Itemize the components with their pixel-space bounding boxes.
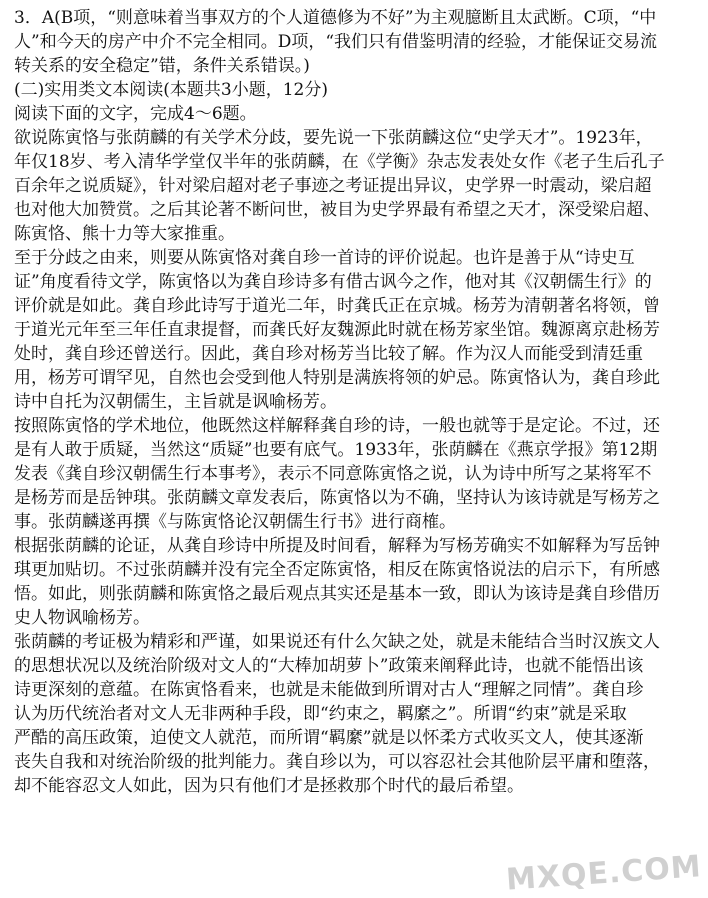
text-line: 发表《龚自珍汉朝儒生行本事考》，表示不同意陈寅恪之说，认为诗中所写之某将军不 xyxy=(14,464,652,484)
text-line: 丧失自我和对统治阶级的批判能力。龚自珍以为，可以容忍社会其他阶层平庸和堕落， xyxy=(14,752,660,772)
text-line: 的思想状况以及统治阶级对文人的“大棒加胡萝卜”政策来阐释此诗，也就不能悟出该 xyxy=(14,656,644,676)
text-line: 是有人敢于质疑，当然这“质疑”也要有底气。1933年，张荫麟在《燕京学报》第12期 xyxy=(14,440,658,460)
text-line: 认为历代统治者对文人无非两种手段，即“约束之，羁縻之”。所谓“约束”就是采取 xyxy=(14,704,627,724)
text-line: 史人物讽喻杨芳。 xyxy=(14,608,150,628)
text-line: 转关系的安全稳定”错，条件关系错误。) xyxy=(14,56,310,76)
text-line: 3．A(B项，“则意味着当事双方的个人道德修为不好”为主观臆断且太武断。C项，“中 xyxy=(14,8,657,28)
text-line: 百余年之说质疑》，针对梁启超对老子事迹之考证提出异议，史学界一时震动，梁启超 xyxy=(14,176,652,196)
text-line: 诗中自托为汉朝儒生，主旨就是讽喻杨芳。 xyxy=(14,392,337,412)
text-line: 按照陈寅恪的学术地位，他既然这样解释龚自珍的诗，一般也就等于是定论。不过，还 xyxy=(14,416,660,436)
text-line: 却不能容忍文人如此，因为只有他们才是拯救那个时代的最后希望。 xyxy=(14,776,524,796)
document-page xyxy=(14,6,704,798)
text-line: 张荫麟的考证极为精彩和严谨，如果说还有什么欠缺之处，就是未能结合当时汉族文人 xyxy=(14,632,660,652)
instruction-line: 阅读下面的文字，完成4～6题。 xyxy=(14,104,257,124)
text-line: 陈寅恪、熊十力等大家推重。 xyxy=(14,224,235,244)
text-line: 至于分歧之由来，则要从陈寅恪对龚自珍一首诗的评价说起。也许是善于从“诗史互 xyxy=(14,248,635,268)
text-line: 严酷的高压政策，迫使文人就范，而所谓“羁縻”就是以怀柔方式收买文人，使其逐渐 xyxy=(14,728,644,748)
text-line: 于道光元年至三年任直隶提督，而龚氏好友魏源此时就在杨芳家坐馆。魏源离京赴杨芳 xyxy=(14,320,660,340)
text-line: 证”角度看待文学，陈寅恪以为龚自珍诗多有借古讽今之作，他对其《汉朝儒生行》的 xyxy=(14,272,652,292)
text-line: 琪更加贴切。不过张荫麟并没有完全否定陈寅恪，相反在陈寅恪说法的启示下，有所感 xyxy=(14,560,660,580)
text-line: 诗更深刻的意蕴。在陈寅恪看来，也就是未能做到所谓对古人“理解之同情”。龚自珍 xyxy=(14,680,644,700)
text-line: 处时，龚自珍还曾送行。因此，龚自珍对杨芳当比较了解。作为汉人而能受到清廷重 xyxy=(14,344,643,364)
text-line: 是杨芳而是岳钟琪。张荫麟文章发表后，陈寅恪以为不确，坚持认为该诗就是写杨芳之 xyxy=(14,488,660,508)
text-line: 人”和今天的房产中介不完全相同。D项，“我们只有借鉴明清的经验，才能保证交易流 xyxy=(14,32,658,52)
text-line: 年仅18岁、考入清华学堂仅半年的张荫麟，在《学衡》杂志发表处女作《老子生后孔子 xyxy=(14,152,665,172)
text-line: 评价就是如此。龚自珍此诗写于道光二年，时龚氏正在京城。杨芳为清朝著名将领，曾 xyxy=(14,296,660,316)
watermark: MXQE.COM xyxy=(505,849,703,898)
text-line: 欲说陈寅恪与张荫麟的有关学术分歧，要先说一下张荫麟这位“史学天才”。1923年， xyxy=(14,128,653,148)
text-line: 也对他大加赞赏。之后其论著不断问世，被目为史学界最有希望之天才，深受梁启超、 xyxy=(14,200,660,220)
text-line: 根据张荫麟的论证，从龚自珍诗中所提及时间看，解释为写杨芳确实不如解释为写岳钟 xyxy=(14,536,660,556)
text-line: 用，杨芳可谓罕见，自然也会受到他人特别是满族将领的妒忌。陈寅恪认为，龚自珍此 xyxy=(14,368,660,388)
text-line: 悟。如此，则张荫麟和陈寅恪之最后观点其实还是基本一致，即认为该诗是龚自珍借历 xyxy=(14,584,660,604)
section-heading: (二)实用类文本阅读(本题共3小题，12分) xyxy=(14,80,328,100)
text-line: 事。张荫麟遂再撰《与陈寅恪论汉朝儒生行书》进行商榷。 xyxy=(14,512,456,532)
